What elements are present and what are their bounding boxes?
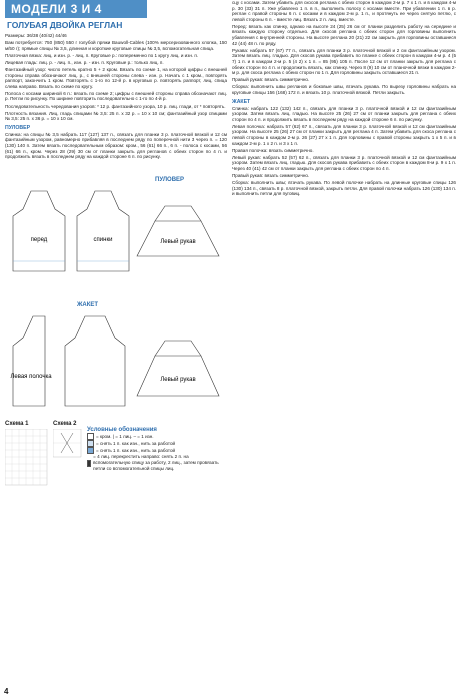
page-number: 4: [4, 687, 9, 696]
jacket-sleeve-cap: [155, 341, 201, 356]
schemes-block: [5, 421, 227, 501]
sleeve-label: Левый рукав: [160, 239, 196, 246]
right-text-9: Правая полочка: вязать симметрично.: [232, 147, 314, 153]
right-column: [232, 0, 456, 700]
intro-cable-strip: Полоса с косами шириной 6 п.: вязать по схеме 2; цифры с внешней стороны справа обозначают лиц. р. Петли по рисунку. По ширине повторить последовательно с 1-го по 4-й р.: [5, 90, 227, 102]
right-text-5: Сборка: выполнить швы регланов и боковые швы, втачать рукава. По вырезу горловины набрать на круговые спицы 156 (168) 172 п. и вязать 10 р. платочной вязкой. Петли закрыть.: [232, 84, 456, 95]
left-shelf-outline: [13, 316, 45, 406]
pullover-heading: ПУЛОВЕР: [5, 124, 31, 131]
jacket-schematic: [5, 286, 227, 421]
legend: [87, 427, 225, 472]
sleeve-cap-outline: [155, 206, 201, 221]
model-subtitle: ГОЛУБАЯ ДВОЙКА РЕГЛАН: [7, 20, 123, 30]
pullover-diagram-label: ПУЛОВЕР: [155, 177, 185, 184]
jacket-back-outline: [65, 316, 125, 406]
jacket-sleeve-label: Левый рукав: [160, 377, 196, 384]
legend-row-3: = снять 1 п. как изн., нить за работой: [87, 447, 225, 454]
intro-stockinette: Лицевая гладь: лиц. р. - лиц. п., изн. р. - изн. п. Круговые р.: только лиц. п.: [5, 59, 164, 65]
intro-sequence: Последовательность чередования узоров: * 12 р. фантазийного узора, 10 р. лиц. глади, от * повторять.: [5, 103, 226, 109]
intro-gauge: Плотность вязания. Лиц. гладь спицами № 3,5: 25 п. x 32 р. = 10 x 10 см; фантазийный узор спицами № 3,5: 25 п. x 36 р. = 10 x 10 см.: [5, 110, 227, 122]
right-text-10: Левый рукав: набрать 52 (57) 62 п., связать для планки 3 р. платочной вязкой и 12 см фантазийным узором. Затем вязать лиц. гладью. Для скосов рукава прибавить с обеих сторон в каждом 8-м р. 9 x 1 п. Через 40 (41) 42 см от планки закрыть для реглана с обеих сторон по 4 п.: [232, 154, 456, 171]
right-text-12: Сборка: выполнить швы; втачать рукава. По левой полочке набрать на длинные круговые спицы 126 (130) 134 п., связать 8 р. платочной вязкой, закрыть петли. Для правой полочки набрать 126 (130) 134 п. и выполнить петли для пуговиц.: [232, 180, 456, 197]
model-title: МОДЕЛИ 3 И 4: [5, 0, 147, 18]
pullover-back-text: Спинка: на спицы № 3,5 набрать 117 (127) 137 п., связать для планки 3 р. платочной вязкой и 12 см фантазийным узором, равномерно прибавляя в последнем ряду по поперечной нити 3 через п. = 120 (130) 140 п. Затем вязать последовательным образом: кром., 56 (61) 66 п., 6 п. - полоса с косами, 56 (61) 66 п., кром. Через 28 (29) 30 см от планки закрыть для регланов с обеих сторон по 4 п. и продолжить вязать в последнем ряду на каждой стороне 6 п. по рисунку.: [5, 131, 227, 160]
legend-row-2: = снять 1 п. как изн., нить за работой: [87, 440, 225, 447]
scheme2-chart: [53, 429, 83, 459]
pullover-diagram: [5, 161, 227, 286]
jacket-heading: ЖАКЕТ: [232, 98, 251, 105]
intro-garter: Платочная вязка: лиц. и изн. р. - лиц. п. Круговые р.: попеременно по 1 кругу лиц. и изн. п.: [5, 52, 199, 58]
front-piece-outline: [13, 191, 65, 271]
right-text-7: Спинка: набрать 122 (132) 142 п., связать для планки 3 р. платочной вязкой и 12 см фантазийным узором. Затем вязать лиц. гладью. На высоте 25 (26) 27 см от планки закрыть для реглана с обеих сторон по 4 п. и продолжить вязать в последнем ряду на каждой стороне 6 п. по рисунку.: [232, 105, 456, 122]
right-text-11: Правый рукав: вязать симметрично.: [232, 173, 310, 179]
pullover-schematic: [5, 161, 227, 286]
right-text-1: сцу с косами. Затем убавить для скосов реглана с обеих сторон в каждом 2-м р. 7 x 1 п. и в каждом 4-м р. 30 (33) 31 п. Уже убавлено 1 п. в п., выполнить полосу с косами вместе. При убавлении 1 п. в р. реглан с правой стороны 6 п. с косами и в каждом 2-м р. 1 п., и протянуть ее через снятую петлю, с левой стороны 6 п. - вместе лиц. Вязать 2 п. лиц. вместе.: [232, 0, 456, 22]
right-text-8: Левая полочка: набрать 57 (62) 67 п., связать для планки 3 р. платочной вязкой и 12 см фантазийным узором. На высоте 25 (26) 27 см от планки закрыть для реглана 4 п. Затем убавить для скоса реглана с левой стороны в каждом 2-м р. 26 (27) 27 x 1 п. Для горловины с правой стороны закрыть 1 x 5 п. и в каждом 2-м р. 1 x 2 п. и 3 x 1 п.: [232, 123, 456, 146]
back-label: спинки: [93, 237, 113, 244]
left-column: [5, 0, 227, 700]
back-piece-outline: [77, 191, 129, 271]
scheme1-chart: [5, 429, 50, 489]
jacket-diagram: [5, 286, 227, 421]
left-shelf-label: Левая полочка: [10, 374, 52, 381]
legend-row-4: = 4 лиц. перекрестить направо: снять 2 п. на вспомогательную спицу за работу, 2 лиц., затем провязать петли со вспомогательной спицы лиц.: [87, 454, 225, 472]
jacket-sleeve-outline: [137, 356, 219, 396]
intro-sizes: Размеры: 36/38 (40/42) 44/46: [5, 33, 67, 38]
jacket-diagram-label: ЖАКЕТ: [77, 302, 99, 309]
right-text-3: Рукава: набрать 57 (67) 77 п., связать для планки 3 р. платочной вязкой и 2 см фантазийным узором. Затем вязать лиц. гладью. Для скосов рукава прибавить по планке с обеих сторон в каждом 4-м р. 4 (5 7) 1 п. и в каждом 2-м р. 5 (4 2) x 1 п. = 85 (95) 105 п. После 12 см от планки закрыть для реглана с обеих сторон по 4 п. и продолжить вязать, как спинку. Через 8 (9) 10 см от планочной вязки в каждом 2-м р. для скоса реглана с обеих сторон по 1 п. Для горловины закрыть оставшиеся 21 п.: [232, 47, 456, 76]
scheme2-title: Схема 2: [53, 421, 77, 428]
right-text-2: Перед: вязать как спинку, однако на высоте 24 (25) 26 см от планки разделить работу на середине и вязать каждую сторону отдельно. Для скосов реглана с обеих сторон для горловины выполнить убавления с внутренней стороны. На высоте реглана 20 (21) 22 см закрыть для горловины оставшиеся 42 (44) 48 п. по ряду.: [232, 23, 456, 46]
intro-materials: Вам потребуется: 750 (850) 550 г голубой пряжи Bauwoll-Cables (100% мерсеризованного хлопка, 150 м/50 г); прямые спицы № 3,5, длинная и короткие круговые спицы № 3,5, вспомогательная спица.: [5, 40, 227, 51]
right-text-4: Правый рукав: вязать симметрично.: [232, 77, 310, 83]
scheme1-title: Схема 1: [5, 421, 29, 428]
legend-row-1: = кром. | = 1 лиц. – = 1 изн.: [87, 433, 225, 440]
intro-fancy-pattern: Фантазийный узор: число петель кратно 5 + 2 кром. Вязать по схеме 1, на которой цифры с внешней стороны справа обозначают лиц. р., с внешней стороны слева - изн. р. Начать с 1 кром., повторять раппорт, закончить 1 кром. Повторять с 1-го по 12-й р. в круговых р. повторять раппорт, лиц. спица слева направо. Вязать по схеме по кругу.: [5, 66, 227, 89]
legend-title: Условные обозначения: [87, 427, 157, 434]
front-label: перед: [30, 237, 48, 244]
